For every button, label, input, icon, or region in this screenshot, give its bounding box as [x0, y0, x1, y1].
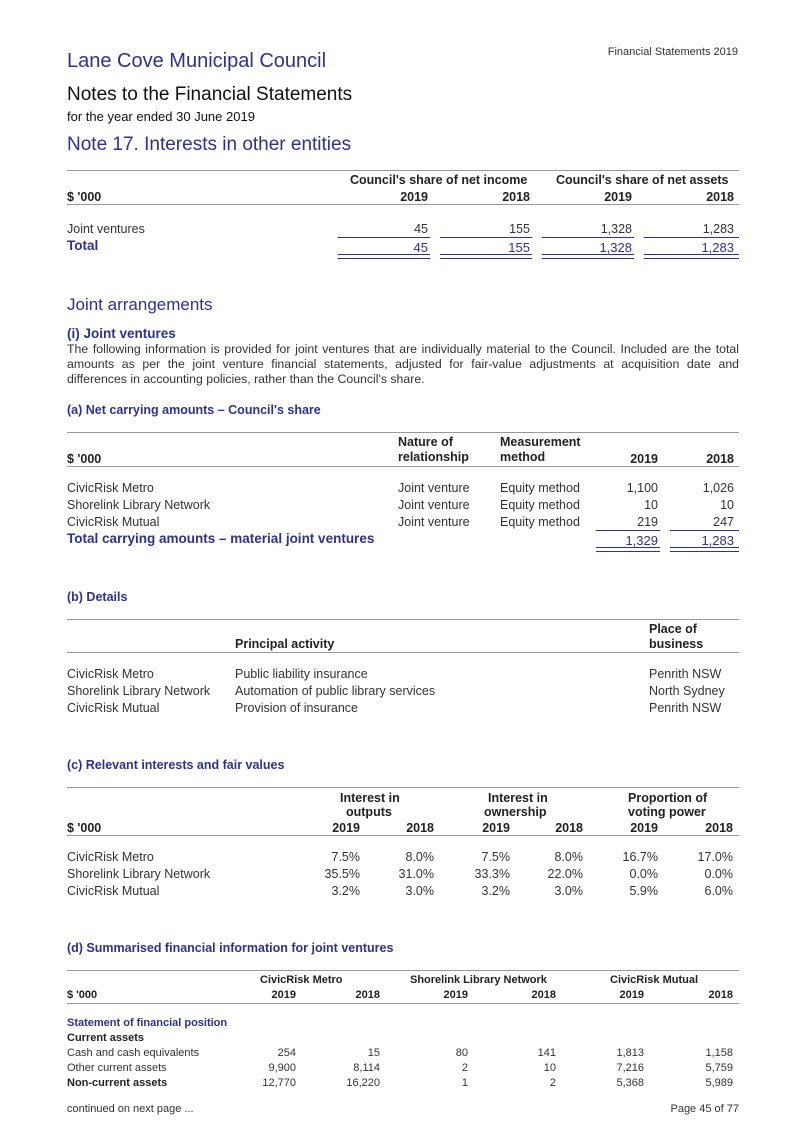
double-underline [542, 254, 634, 259]
table-d-group: Shorelink Library Network [410, 974, 547, 986]
table1-total-cell: 1,283 [701, 240, 734, 255]
table-d-year: 2018 [708, 989, 733, 1001]
table-a-top-rule [67, 432, 739, 433]
table-b-header-rule [67, 652, 739, 653]
table-d-cell: 16,220 [346, 1077, 380, 1089]
subsection-joint-ventures: (i) Joint ventures [67, 326, 176, 341]
table-d-cell: 12,770 [262, 1077, 296, 1089]
table-d-cell: 1 [461, 1077, 468, 1089]
subsection-b-title: (b) Details [67, 590, 128, 604]
table-a-year: 2018 [706, 452, 734, 466]
table-a-cell: 1,100 [626, 481, 658, 495]
table-d-cell: 2 [461, 1062, 468, 1074]
table1-year: 2019 [400, 190, 428, 204]
table-a-unit-label: $ '000 [67, 452, 102, 466]
table-c-year: 2019 [630, 821, 658, 835]
table-c-year: 2019 [332, 821, 360, 835]
table1-year: 2018 [706, 190, 734, 204]
table-b-col-activity: Principal activity [235, 637, 335, 651]
table-c-year: 2018 [555, 821, 583, 835]
table-b-row-name: CivicRisk Mutual [67, 701, 160, 715]
table-c-cell: 22.0% [547, 867, 583, 881]
table-c-year: 2018 [406, 821, 434, 835]
page-title: Notes to the Financial Statements [67, 84, 353, 105]
underline [644, 237, 739, 238]
table-c-year: 2019 [482, 821, 510, 835]
underline [670, 530, 739, 531]
table-d-header-rule [67, 1003, 739, 1004]
table-a-cell: 10 [720, 498, 734, 512]
table-c-cell: 35.5% [324, 867, 360, 881]
table-b-row-activity: Public liability insurance [235, 667, 368, 681]
table-a-cell: 1,026 [702, 481, 734, 495]
table-c-cell: 3.2% [331, 884, 360, 898]
table-d-year: 2019 [443, 989, 468, 1001]
table1-total-cell: 155 [508, 240, 530, 255]
table-c-group-ownership: ownership [484, 805, 547, 819]
table-b-row-name: CivicRisk Metro [67, 667, 154, 681]
header-document-label: Financial Statements 2019 [607, 46, 738, 58]
table-a-col-nature: Nature of [398, 435, 453, 449]
table-c-row-name: CivicRisk Mutual [67, 884, 160, 898]
underline [338, 237, 430, 238]
table-d-top-rule [67, 970, 739, 971]
table-a-cell: 10 [644, 498, 658, 512]
table1-top-rule [67, 170, 739, 171]
table-c-cell: 33.3% [474, 867, 510, 881]
table1-header-rule [67, 204, 739, 205]
section-heading-joint-arrangements: Joint arrangements [67, 295, 213, 314]
table-c-cell: 3.0% [405, 884, 434, 898]
table-d-row-label: Other current assets [67, 1062, 167, 1074]
table-c-cell: 8.0% [554, 850, 583, 864]
table-d-year: 2018 [355, 989, 380, 1001]
footer-page-number: Page 45 of 77 [670, 1103, 739, 1115]
table-c-cell: 0.0% [704, 867, 733, 881]
table1-cell: 1,328 [600, 222, 632, 236]
table-d-cell: 1,813 [616, 1047, 644, 1059]
table-a-row-name: Shorelink Library Network [67, 498, 211, 512]
double-underline [596, 547, 660, 552]
table1-row-label: Joint ventures [67, 222, 145, 236]
table-d-section-label: Statement of financial position [67, 1017, 228, 1029]
table-c-cell: 8.0% [405, 850, 434, 864]
table-a-row-nature: Joint venture [398, 481, 470, 495]
table-a-row-method: Equity method [500, 481, 580, 495]
table-d-year: 2019 [271, 989, 296, 1001]
table-b-row-name: Shorelink Library Network [67, 684, 211, 698]
table-a-year: 2019 [630, 452, 658, 466]
table-b-row-activity: Automation of public library services [235, 684, 436, 698]
organisation-name: Lane Cove Municipal Council [67, 50, 327, 72]
table-d-cell: 80 [455, 1047, 468, 1059]
table1-total-cell: 45 [413, 240, 428, 255]
table1-total-label: Total [67, 238, 99, 253]
table-a-row-name: CivicRisk Metro [67, 481, 154, 495]
table-d-cell: 8,114 [353, 1062, 380, 1074]
table-c-row-name: Shorelink Library Network [67, 867, 211, 881]
note-heading: Note 17. Interests in other entities [67, 134, 352, 155]
table1-unit-label: $ '000 [67, 190, 102, 204]
table-d-unit-label: $ '000 [67, 989, 98, 1001]
table-c-cell: 3.2% [481, 884, 510, 898]
table-c-cell: 7.5% [331, 850, 360, 864]
table-c-group-outputs: Interest in [340, 791, 400, 805]
table-c-cell: 16.7% [622, 850, 658, 864]
underline [542, 237, 634, 238]
table-c-cell: 17.0% [697, 850, 733, 864]
double-underline [338, 254, 430, 259]
table-c-cell: 5.9% [629, 884, 658, 898]
table-a-row-method: Equity method [500, 515, 580, 529]
subsection-d-title: (d) Summarised financial information for joint ventures [67, 941, 394, 955]
table-c-group-outputs: outputs [346, 805, 392, 819]
table-d-cell: 254 [277, 1047, 296, 1059]
table-a-col-nature: relationship [398, 450, 469, 464]
table-d-cell: 7,216 [616, 1062, 644, 1074]
table1-group-net-income: Council's share of net income [350, 173, 528, 187]
table-b-col-place: Place of [649, 622, 697, 636]
table-d-row-label: Cash and cash equivalents [67, 1047, 200, 1059]
table1-group-net-assets: Council's share of net assets [556, 173, 729, 187]
table-b-row-activity: Provision of insurance [235, 701, 358, 715]
double-underline [644, 254, 739, 259]
table-c-cell: 3.0% [554, 884, 583, 898]
table-d-cell: 5,368 [616, 1077, 644, 1089]
table-d-cell: 15 [367, 1047, 380, 1059]
table-d-cell: 1,158 [705, 1047, 733, 1059]
table-b-row-place: Penrith NSW [649, 701, 722, 715]
table1-cell: 1,283 [702, 222, 734, 236]
table-a-row-nature: Joint venture [398, 515, 470, 529]
table-b-row-place: Penrith NSW [649, 667, 722, 681]
table-d-current-assets-label: Current assets [67, 1032, 145, 1044]
table-c-unit-label: $ '000 [67, 821, 102, 835]
table-d-cell: 10 [543, 1062, 556, 1074]
table-d-cell: 5,759 [705, 1062, 733, 1074]
table-d-group: CivicRisk Metro [260, 974, 343, 986]
underline [596, 530, 660, 531]
table-b-col-place: business [649, 637, 704, 651]
table-a-row-nature: Joint venture [398, 498, 470, 512]
table-a-row-name: CivicRisk Mutual [67, 515, 160, 529]
underline [440, 237, 532, 238]
table1-total-cell: 1,328 [599, 240, 632, 255]
table-a-cell: 247 [713, 515, 734, 529]
table1-year: 2018 [502, 190, 530, 204]
table-d-year: 2019 [619, 989, 644, 1001]
table-c-group-voting: voting power [628, 805, 706, 819]
table1-cell: 155 [509, 222, 530, 236]
table1-cell: 45 [414, 222, 428, 236]
table-c-cell: 0.0% [629, 867, 658, 881]
table1-year: 2019 [604, 190, 632, 204]
table-c-group-voting: Proportion of [628, 791, 708, 805]
table-a-total-cell: 1,283 [701, 533, 734, 548]
table-a-header-rule [67, 466, 739, 467]
table-d-cell: 9,900 [268, 1062, 296, 1074]
subsection-a-title: (a) Net carrying amounts – Council's share [67, 403, 321, 417]
table-d-cell: 5,989 [705, 1077, 733, 1089]
double-underline [440, 254, 532, 259]
table-d-year: 2018 [531, 989, 556, 1001]
table-d-cell: 141 [537, 1047, 556, 1059]
page-subtitle: for the year ended 30 June 2019 [67, 109, 255, 124]
table-c-year: 2018 [705, 821, 733, 835]
double-underline [670, 547, 739, 552]
table-c-cell: 6.0% [704, 884, 733, 898]
table-a-cell: 219 [637, 515, 658, 529]
table-a-total-label: Total carrying amounts – material joint ventures [67, 531, 375, 546]
table-a-col-measurement: Measurement [500, 435, 581, 449]
table-a-row-method: Equity method [500, 498, 580, 512]
table-c-row-name: CivicRisk Metro [67, 850, 154, 864]
table-c-cell: 7.5% [481, 850, 510, 864]
table-d-row-label: Non-current assets [67, 1077, 168, 1089]
table-c-cell: 31.0% [398, 867, 434, 881]
table-a-total-cell: 1,329 [625, 533, 658, 548]
table-d-group: CivicRisk Mutual [610, 974, 699, 986]
subsection-c-title: (c) Relevant interests and fair values [67, 758, 285, 772]
joint-ventures-paragraph: The following information is provided for joint ventures that are individually material to the Council. Included are the total amounts as per the joint venture financial statements, adjusted for fair-value adjustments at acquisition date and differences in accounting policies, rather than the Council's share. [67, 342, 739, 386]
footer-continued: continued on next page ... [67, 1103, 194, 1115]
table-c-top-rule [67, 787, 739, 788]
table-c-group-ownership: Interest in [488, 791, 548, 805]
table-a-col-measurement: method [500, 450, 546, 464]
table-b-row-place: North Sydney [649, 684, 725, 698]
table-b-top-rule [67, 619, 739, 620]
table-c-header-rule [67, 835, 739, 836]
table-d-cell: 2 [549, 1077, 556, 1089]
